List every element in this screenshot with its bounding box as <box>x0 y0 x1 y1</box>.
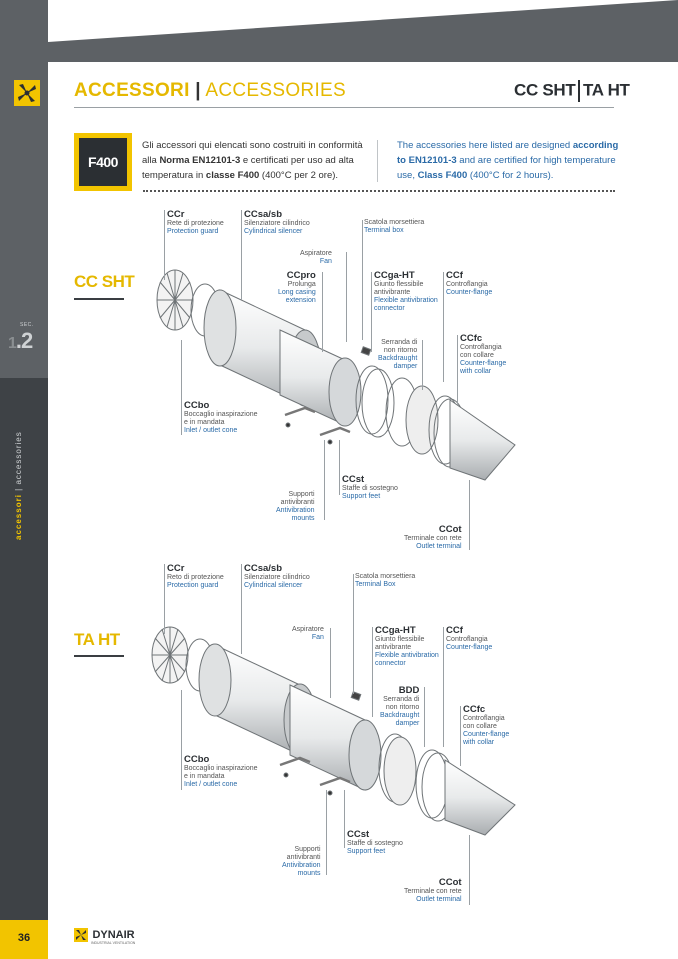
box2-en: Terminal Box <box>355 581 396 588</box>
ccst2-code: CCst <box>347 829 370 840</box>
ccst-code: CCst <box>342 474 365 485</box>
ccsa2-code: CCsa/sb <box>244 563 283 574</box>
callout-ccot-2 <box>404 877 462 904</box>
leader-damper-1 <box>422 340 423 390</box>
intro-divider <box>377 140 378 182</box>
ccga-code: CCga-HT <box>374 270 415 281</box>
ccsa-code: CCsa/sb <box>244 209 283 220</box>
ccf-en: Counter-flange <box>446 289 493 296</box>
ccga2-it-2: antivibrante <box>375 644 412 651</box>
series-cc-sht: CC SHT <box>514 80 576 100</box>
leader-ccf-1 <box>443 272 444 382</box>
box2-it: Scatola morsettiera <box>355 573 416 580</box>
box-it: Scatola morsettiera <box>364 219 425 226</box>
ccot2-code: CCot <box>438 877 462 888</box>
callout-ccf-2 <box>446 625 492 652</box>
protection-guard-1 <box>157 270 193 330</box>
f400-badge <box>74 133 132 191</box>
leader-ccot-2 <box>469 835 470 905</box>
series-tag <box>514 80 630 102</box>
leader-box-2 <box>353 574 354 694</box>
ccfc-code: CCfc <box>460 333 483 344</box>
chapter-label: SEC. <box>20 322 34 328</box>
fan-en: Fan <box>319 258 332 265</box>
section-label-cc-sht: CC SHT <box>74 272 135 291</box>
intro-it-3: (400°C per 2 ore). <box>259 170 339 181</box>
ccbo-code: CCbo <box>184 400 210 411</box>
callout-damper-1 <box>378 339 417 371</box>
intro-it-2: e certificati per uso ad alta temperatura in <box>142 155 354 181</box>
ccga2-it-1: Giunto flessibile <box>375 636 425 643</box>
callout-mounts-2 <box>282 846 321 878</box>
callout-ccf-1 <box>446 270 492 297</box>
bdd-it-1: Serranda di <box>383 696 420 703</box>
ccpro-it: Prolunga <box>287 281 316 288</box>
ccpro-en-2: extension <box>285 297 316 304</box>
callout-bdd-2 <box>380 685 419 728</box>
callout-ccga-1 <box>374 270 438 313</box>
leader-ccr-2 <box>164 564 165 634</box>
damper-en-2: damper <box>393 363 418 370</box>
callout-ccsa-2 <box>244 563 310 590</box>
ccfc-it-1: Controflangia <box>460 344 502 351</box>
ccr2-en: Protection guard <box>167 582 219 589</box>
fan2-en: Fan <box>311 634 324 641</box>
ccga2-en-2: connector <box>375 660 406 667</box>
brand-name: DYNAIR <box>92 928 135 941</box>
intro-it-bold-2: classe F400 <box>205 170 260 181</box>
damper-en-1: Backdraught <box>378 355 418 362</box>
title-en: ACCESSORIES <box>205 80 346 101</box>
ccot-en: Outlet terminal <box>416 543 462 550</box>
box-en: Terminal box <box>364 227 404 234</box>
callout-ccst-2 <box>347 829 403 856</box>
mounts2-en-2: mounts <box>297 870 321 877</box>
intro-italian <box>142 138 374 183</box>
f400-badge-label: F400 <box>79 138 127 186</box>
ccga-en-2: connector <box>374 305 405 312</box>
intro-it-1: Gli accessori qui elencati sono costruiti in conformità alla <box>142 140 363 166</box>
mounts-en-1: Antivibration <box>276 507 315 514</box>
series-ta-ht: TA HT <box>582 80 630 100</box>
callout-ccst-1 <box>342 474 398 501</box>
intro-it-bold-1: Norma EN12101-3 <box>159 155 241 166</box>
ccst2-it: Staffe di sostegno <box>347 840 403 847</box>
vertical-label-sep: | <box>14 487 23 491</box>
leader-ccsa-2 <box>241 564 242 654</box>
brand-fan-icon <box>14 80 40 106</box>
callout-ccfc-2 <box>463 704 509 747</box>
ccpro-en-1: Long casing <box>278 289 316 296</box>
ccfc2-it-2: con collare <box>463 723 497 730</box>
leader-mounts-1 <box>324 440 325 520</box>
callout-fan-1 <box>300 250 332 266</box>
vertical-label-en: accessories <box>14 431 23 485</box>
ccot2-it: Terminale con rete <box>404 888 462 895</box>
leader-ccsa-1 <box>241 210 242 300</box>
mounts-en-2: mounts <box>291 515 315 522</box>
mounts2-en-1: Antivibration <box>282 862 321 869</box>
ccbo2-en: Inlet / outlet cone <box>184 781 238 788</box>
ccsa2-it: Silenziatore cilindrico <box>244 574 310 581</box>
ccf-it: Controflangia <box>446 281 488 288</box>
dynair-logo-icon <box>74 928 88 942</box>
leader-ccst-2 <box>344 790 345 848</box>
vertical-section-label <box>14 431 23 540</box>
protection-guard-2 <box>152 627 188 683</box>
bdd-en-2: damper <box>395 720 420 727</box>
intro-en-2: and are certified for high temperature use, <box>397 155 616 181</box>
vertical-label-it: accessori <box>14 494 23 540</box>
bdd-it-2: non ritorno <box>385 704 420 711</box>
ccf-code: CCf <box>446 270 463 281</box>
leader-ccga-2 <box>372 627 373 717</box>
callout-fan-2 <box>292 626 324 642</box>
ccst-en: Support feet <box>342 493 381 500</box>
mounts-it-2: antivibranti <box>280 499 315 506</box>
ccga-it-2: antivibrante <box>374 289 411 296</box>
callout-ccr-1 <box>167 209 224 236</box>
fan-it: Aspiratore <box>300 250 332 257</box>
leader-ccga-1 <box>371 272 372 352</box>
sidebar-lower <box>0 378 48 959</box>
leader-ccot-1 <box>469 480 470 550</box>
callout-ccfc-1 <box>460 333 506 376</box>
ccr2-code: CCr <box>167 563 185 574</box>
dotted-separator <box>143 190 615 192</box>
page-number: 36 <box>17 932 31 944</box>
chapter-indicator <box>8 322 34 354</box>
ccsa2-en: Cylindrical silencer <box>244 582 303 589</box>
callout-ccbo-1 <box>184 400 258 435</box>
leader-ccfc-2 <box>460 706 461 766</box>
leader-ccbo-1 <box>181 340 182 435</box>
ccsa-it: Silenziatore cilindrico <box>244 220 310 227</box>
mounts2-it-1: Supporti <box>294 846 321 853</box>
ccr-code: CCr <box>167 209 185 220</box>
ccfc-en-1: Counter-flange <box>460 360 507 367</box>
ccr2-it: Reto di protezione <box>167 574 224 581</box>
callout-mounts-1 <box>276 491 315 523</box>
leader-mounts-2 <box>326 790 327 875</box>
ccst2-en: Support feet <box>347 848 386 855</box>
mounts2-it-2: antivibranti <box>286 854 321 861</box>
ccot-it: Terminale con rete <box>404 535 462 542</box>
ccsa-en: Cylindrical silencer <box>244 228 303 235</box>
bdd-en-1: Backdraught <box>380 712 420 719</box>
intro-en-bold-1: according to EN12101-3 <box>397 140 619 166</box>
callout-box-2 <box>355 573 415 589</box>
ccf2-it: Controflangia <box>446 636 488 643</box>
intro-en-bold-2: Class F400 <box>417 170 468 181</box>
ccf2-code: CCf <box>446 625 463 636</box>
leader-box-1 <box>362 220 363 340</box>
header-divider <box>74 107 614 108</box>
ccfc2-it-1: Controflangia <box>463 715 505 722</box>
footer-brand-logo <box>74 926 135 945</box>
leader-bdd-2 <box>424 687 425 747</box>
leader-ccpro-1 <box>322 272 323 352</box>
callout-ccot-1 <box>404 524 462 551</box>
ccot-code: CCot <box>438 524 462 535</box>
ccf2-en: Counter-flange <box>446 644 493 651</box>
damper-it-2: non ritorno <box>383 347 418 354</box>
intro-en-1: The accessories here listed are designed <box>397 140 573 151</box>
ccbo-it-1: Boccaglio inaspirazione <box>184 411 258 418</box>
ccpro-code: CCpro <box>286 270 316 281</box>
ccga2-code: CCga-HT <box>375 625 416 636</box>
fan2-it: Aspiratore <box>292 626 324 633</box>
ccot2-en: Outlet terminal <box>416 896 462 903</box>
callout-ccr-2 <box>167 563 224 590</box>
ccga-en-1: Flexible antivibration <box>374 297 438 304</box>
ccbo2-it-1: Boccaglio inaspirazione <box>184 765 258 772</box>
ccfc-en-2: with collar <box>460 368 492 375</box>
page-title <box>74 80 346 102</box>
chapter-num-sub: .2 <box>15 328 33 353</box>
damper-it-1: Serranda di <box>381 339 418 346</box>
ccbo-it-2: e in mandata <box>184 419 225 426</box>
title-separator: | <box>195 80 201 101</box>
ccbo-en: Inlet / outlet cone <box>184 427 238 434</box>
header-band <box>48 0 678 62</box>
title-it: ACCESSORI <box>74 80 190 101</box>
section-underline-cc-sht <box>74 298 124 300</box>
ccfc-it-2: con collare <box>460 352 494 359</box>
mounts-it-1: Supporti <box>288 491 315 498</box>
ccga2-en-1: Flexible antivibration <box>375 652 439 659</box>
leader-fan-2 <box>330 628 331 698</box>
leader-ccf-2 <box>443 627 444 747</box>
ccr-en: Protection guard <box>167 228 219 235</box>
chapter-num-main: 1 <box>8 335 16 352</box>
intro-en-3: (400°C for 2 hours). <box>467 170 554 181</box>
ccbo2-code: CCbo <box>184 754 210 765</box>
leader-ccr-1 <box>164 210 165 280</box>
ccbo2-it-2: e in mandata <box>184 773 225 780</box>
ccfc2-en-2: with collar <box>463 739 495 746</box>
ccst-it: Staffe di sostegno <box>342 485 398 492</box>
leader-ccbo-2 <box>181 690 182 790</box>
ccfc2-code: CCfc <box>463 704 486 715</box>
callout-ccbo-2 <box>184 754 258 789</box>
callout-ccsa-1 <box>244 209 310 236</box>
ccfc2-en-1: Counter-flange <box>463 731 510 738</box>
callout-ccga-2 <box>375 625 439 668</box>
callout-box-1 <box>364 219 424 235</box>
ccr-it: Rete di protezione <box>167 220 224 227</box>
callout-ccpro-1 <box>278 270 316 305</box>
intro-english <box>397 138 622 183</box>
leader-ccst-1 <box>339 440 340 495</box>
section-label-ta-ht: TA HT <box>74 630 120 649</box>
leader-ccfc-1 <box>457 335 458 405</box>
leader-fan-1 <box>346 252 347 342</box>
ccga-it-1: Giunto flessibile <box>374 281 424 288</box>
page-number-box <box>0 920 48 959</box>
brand-subtitle: INDUSTRIAL VENTILATION <box>91 941 136 945</box>
section-underline-ta-ht <box>74 655 124 657</box>
bdd-code: BDD <box>398 685 420 696</box>
